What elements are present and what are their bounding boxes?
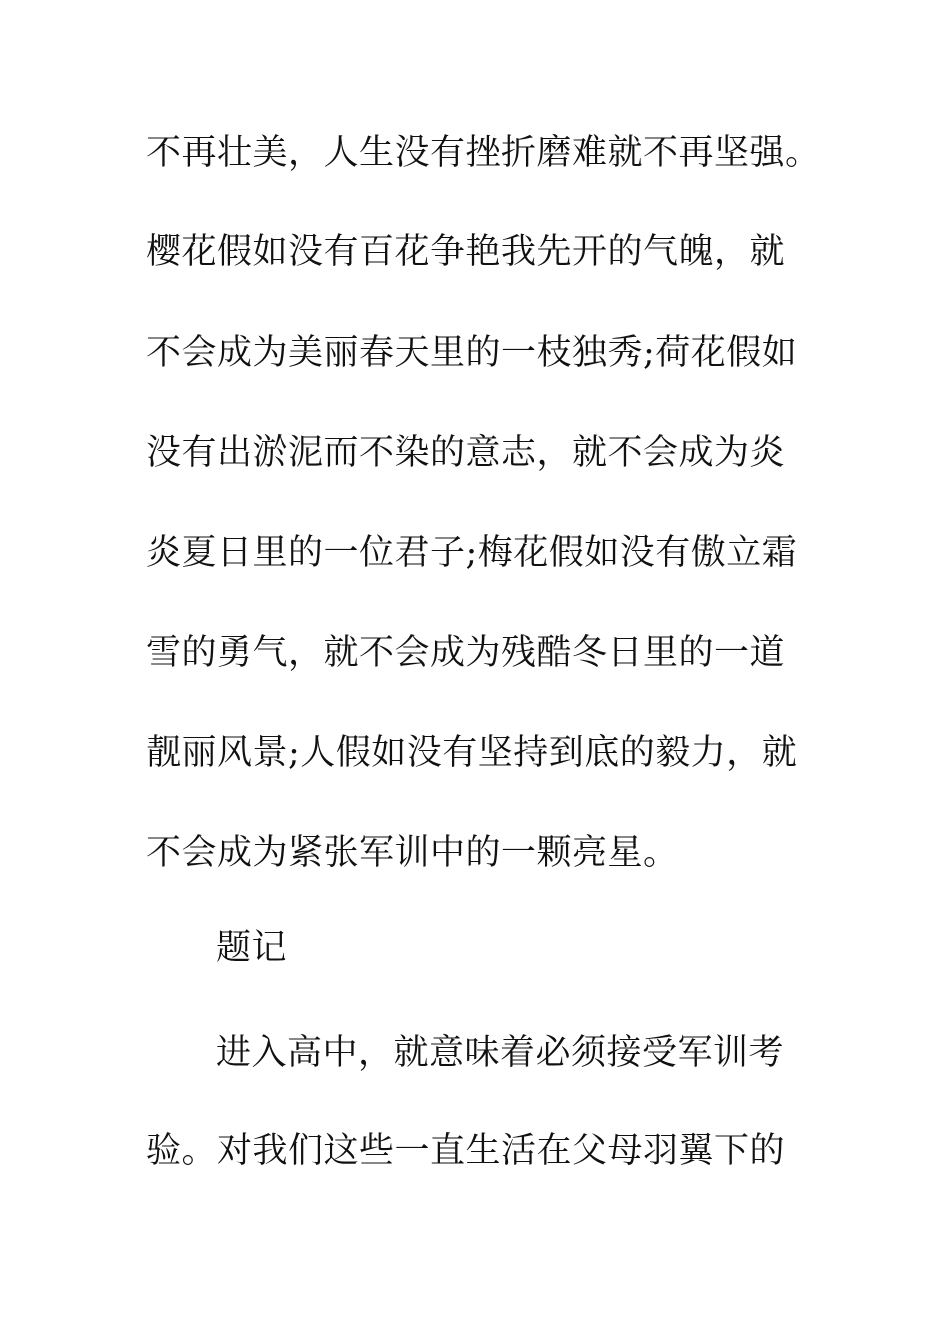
paragraph-first-line: 进入高中，就意味着必须接受军训考 (216, 1033, 785, 1073)
body-text-line: 雪的勇气，就不会成为残酷冬日里的一道 (146, 633, 786, 673)
body-text-line: 靓丽风景;人假如没有坚持到底的毅力，就 (146, 733, 798, 773)
body-text-line: 炎夏日里的一位君子;梅花假如没有傲立霜 (146, 533, 798, 573)
body-text-line: 不会成为紧张军训中的一颗亮星。 (146, 833, 679, 873)
body-text-line: 没有出淤泥而不染的意志，就不会成为炎 (146, 433, 786, 473)
section-heading: 题记 (216, 928, 288, 968)
body-text-line: 不再壮美，人生没有挫折磨难就不再坚强。 (146, 133, 821, 173)
body-text-line: 樱花假如没有百花争艳我先开的气魄，就 (146, 232, 786, 272)
body-text-line: 验。对我们这些一直生活在父母羽翼下的 (146, 1131, 786, 1171)
body-text-line: 不会成为美丽春天里的一枝独秀;荷花假如 (146, 333, 798, 373)
